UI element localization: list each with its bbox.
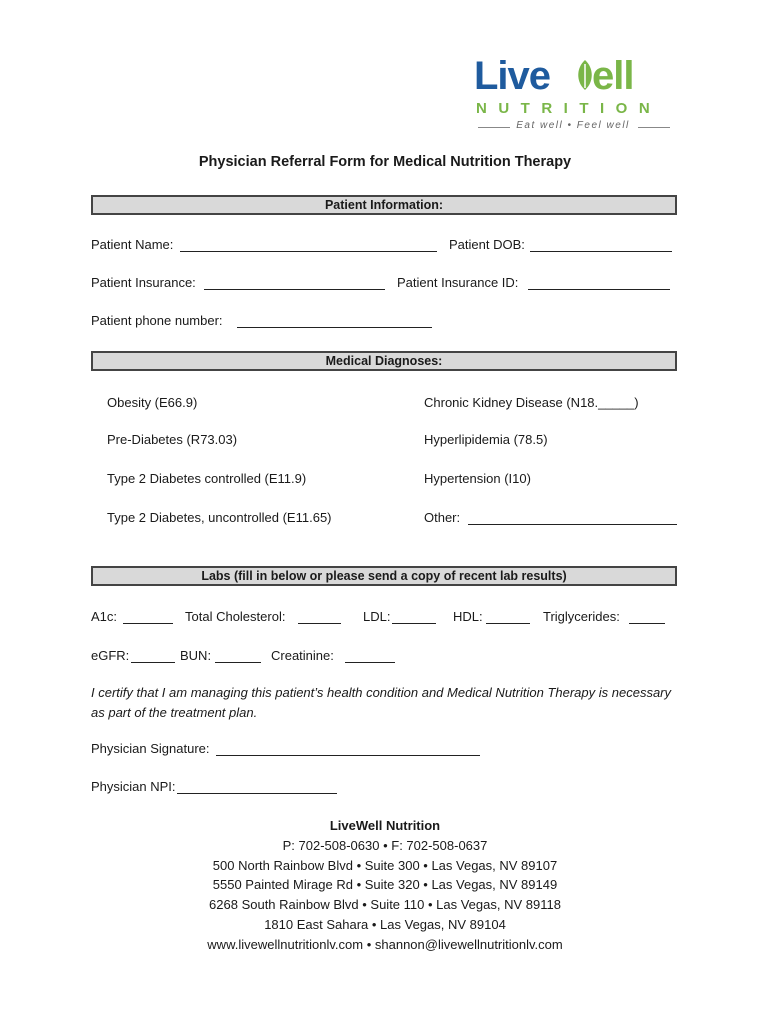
- patient-insurance-field[interactable]: [204, 289, 385, 290]
- diagnosis-obesity: Obesity (E66.9): [107, 395, 198, 410]
- ldl-field[interactable]: [392, 623, 436, 624]
- footer-address-3: 6268 South Rainbow Blvd • Suite 110 • Las Vegas, NV 89118: [209, 897, 561, 913]
- patient-insurance-id-label: Patient Insurance ID:: [397, 275, 519, 290]
- diagnosis-t2d-uncontrolled: Type 2 Diabetes, uncontrolled (E11.65): [107, 510, 332, 525]
- patient-dob-field[interactable]: [530, 251, 672, 252]
- ldl-label: LDL:: [363, 609, 391, 624]
- patient-insurance-id-field[interactable]: [528, 289, 670, 290]
- footer-address-4: 1810 East Sahara • Las Vegas, NV 89104: [264, 916, 506, 932]
- patient-dob-label: Patient DOB:: [449, 237, 525, 252]
- physician-signature-label: Physician Signature:: [91, 741, 210, 756]
- certification-statement: I certify that I am managing this patient’s health condition and Medical Nutrition Therapy is necessary as part of the treatment plan.: [91, 685, 672, 720]
- bun-field[interactable]: [215, 662, 261, 663]
- diagnoses-heading: Medical Diagnoses:: [91, 351, 677, 371]
- diagnosis-prediabetes: Pre-Diabetes (R73.03): [107, 432, 238, 447]
- logo-rule-right: [638, 127, 670, 128]
- diagnosis-t2d-controlled: Type 2 Diabetes controlled (E11.9): [107, 471, 307, 486]
- labs-heading: Labs (fill in below or please send a copy of recent lab results): [91, 566, 677, 586]
- a1c-field[interactable]: [123, 623, 173, 624]
- triglycerides-field[interactable]: [629, 623, 665, 624]
- total-cholesterol-label: Total Cholesterol:: [185, 609, 286, 624]
- footer-company-name: LiveWell Nutrition: [329, 818, 441, 833]
- diagnosis-other-label: Other:: [424, 510, 461, 525]
- footer-address-1: 500 North Rainbow Blvd • Suite 300 • Las Vegas, NV 89107: [212, 857, 558, 873]
- patient-phone-field[interactable]: [237, 327, 432, 328]
- patient-info-heading: Patient Information:: [91, 195, 677, 215]
- logo-well-text: ell: [592, 54, 634, 98]
- patient-name-field[interactable]: [180, 251, 437, 252]
- logo-nutrition-text: NUTRITION: [476, 100, 662, 117]
- logo-tagline: Eat well • Feel well: [516, 120, 630, 131]
- hdl-field[interactable]: [486, 623, 530, 624]
- footer-web-email[interactable]: www.livewellnutritionlv.com • shannon@livewellnutritionlv.com: [207, 936, 563, 952]
- physician-signature-field[interactable]: [216, 755, 480, 756]
- creatinine-label: Creatinine:: [271, 648, 334, 663]
- creatinine-field[interactable]: [345, 662, 395, 663]
- a1c-label: A1c:: [91, 609, 118, 624]
- hdl-label: HDL:: [453, 609, 483, 624]
- footer-phone: P: 702-508-0630 • F: 702-508-0637: [282, 837, 488, 853]
- physician-npi-label: Physician NPI:: [91, 779, 176, 794]
- logo-live-text: Live: [474, 54, 551, 98]
- bun-label: BUN:: [180, 648, 212, 663]
- egfr-label: eGFR:: [91, 648, 130, 663]
- total-cholesterol-field[interactable]: [298, 623, 341, 624]
- patient-insurance-label: Patient Insurance:: [91, 275, 196, 290]
- diagnosis-other-field[interactable]: [468, 524, 677, 525]
- triglycerides-label: Triglycerides:: [543, 609, 620, 624]
- footer-address-2: 5550 Painted Mirage Rd • Suite 320 • Las Vegas, NV 89149: [212, 877, 558, 893]
- form-title: Physician Referral Form for Medical Nutrition Therapy: [198, 154, 572, 170]
- diagnosis-ckd: Chronic Kidney Disease (N18._____): [424, 395, 639, 410]
- livewell-logo: [474, 54, 674, 136]
- footer-contact: [0, 816, 770, 955]
- patient-phone-label: Patient phone number:: [91, 313, 223, 328]
- physician-npi-field[interactable]: [177, 793, 337, 794]
- patient-name-label: Patient Name:: [91, 237, 174, 252]
- diagnosis-hypertension: Hypertension (I10): [424, 471, 531, 486]
- diagnosis-hyperlipidemia: Hyperlipidemia (78.5): [424, 432, 548, 447]
- egfr-field[interactable]: [131, 662, 175, 663]
